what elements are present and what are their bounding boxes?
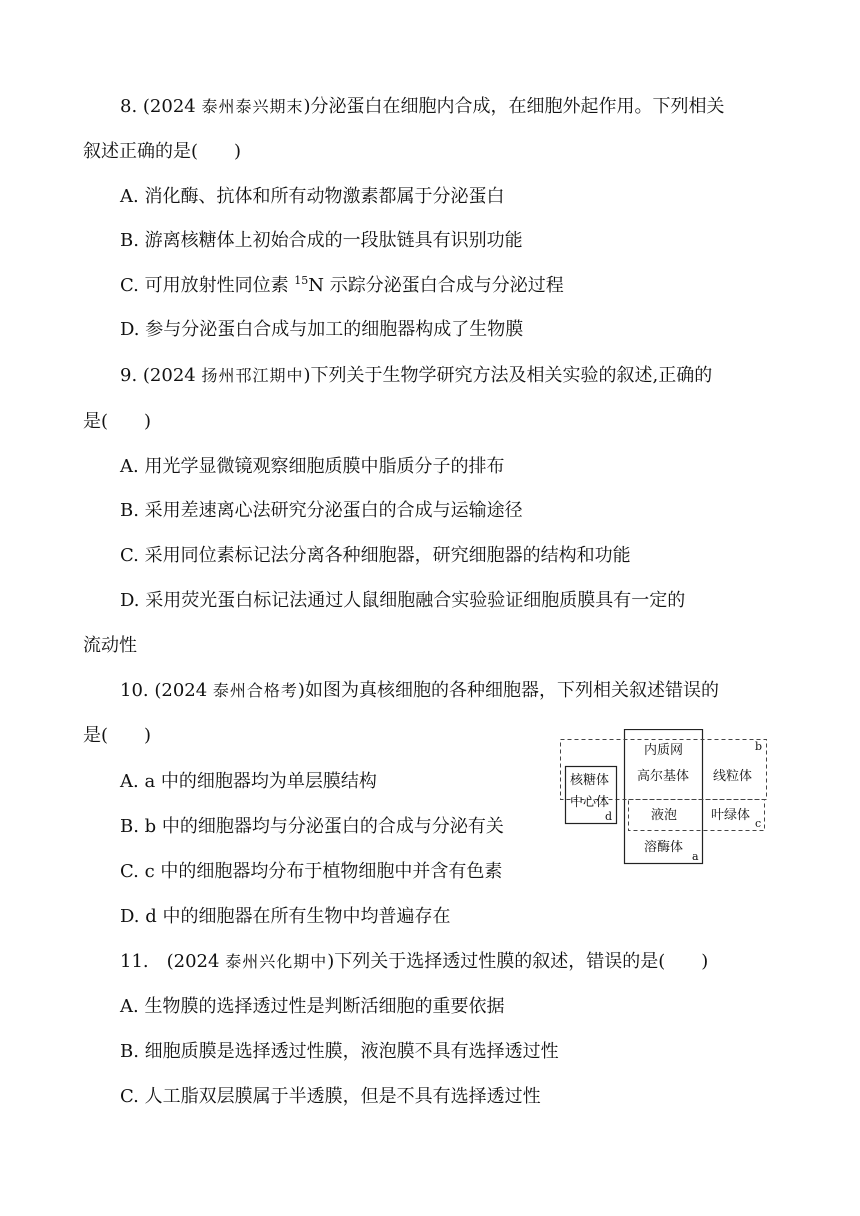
q8-isotope-mass: 15 [294,274,309,287]
q9-stem-line2: 是( ) [83,411,152,432]
q11-stem: )下列关于选择透过性膜的叙述，错误的是( ) [327,951,709,972]
q8-option-d: D. 参与分泌蛋白合成与加工的细胞器构成了生物膜 [120,319,524,340]
centrosome-label: 中心体 [570,795,610,810]
q11-option-a: A. 生物膜的选择透过性是判断活细胞的重要依据 [120,996,505,1017]
q8-stem-line1 [120,95,725,119]
letter-d: d [605,810,613,823]
q9-source: 扬州邗江期中 [201,366,304,385]
letter-c: c [755,817,762,830]
q11-source: 泰州兴化期中 [225,952,328,971]
q11-option-c: C. 人工脂双层膜属于半透膜，但是不具有选择透过性 [120,1086,541,1107]
q8-stem: )分泌蛋白在细胞内合成，在细胞外起作用。下列相关 [303,96,725,117]
q9-option-d-line2: 流动性 [83,635,137,656]
q11-option-b: B. 细胞质膜是选择透过性膜，液泡膜不具有选择透过性 [120,1041,559,1062]
q10-option-d: D. d 中的细胞器在所有生物中均普遍存在 [120,906,451,927]
q9-year: 2024 [149,365,202,386]
letter-a: a [692,850,699,863]
q10-option-c: C. c 中的细胞器均分布于植物细胞中并含有色素 [120,861,503,882]
letter-b: b [755,740,763,753]
q9-option-a: A. 用光学显微镜观察细胞质膜中脂质分子的排布 [120,456,505,477]
q11-stem-line1 [120,950,708,974]
q9-stem-line1 [120,364,712,388]
lysosome-label: 溶酶体 [644,840,684,855]
q9-option-d-line1: D. 采用荧光蛋白标记法通过人鼠细胞融合实验验证细胞质膜具有一定的 [120,590,686,611]
q8-number: 8. ( [120,96,150,117]
vacuole-label: 液泡 [651,808,678,823]
q10-year: 2024 [161,680,213,701]
q8-option-c-post: N 示踪分泌蛋白合成与分泌过程 [308,275,564,296]
q9-stem: )下列关于生物学研究方法及相关实验的叙述,正确的 [303,365,713,386]
q10-stem-line2: 是( ) [83,725,152,746]
chloroplast-label: 叶绿体 [711,808,751,823]
organelle-diagram [560,729,770,865]
q11-number: 11. ( [120,951,174,972]
mito-label: 线粒体 [713,769,753,784]
q8-option-c-pre: C. 可用放射性同位素 [120,275,295,296]
q8-stem-line2: 叙述正确的是( ) [83,141,242,162]
q8-option-c [120,274,564,298]
q10-option-b: B. b 中的细胞器均与分泌蛋白的合成与分泌有关 [120,816,504,837]
q8-option-b: B. 游离核糖体上初始合成的一段肽链具有识别功能 [120,230,523,251]
q8-year: 2024 [149,96,202,117]
q9-number: 9. ( [120,365,150,386]
er-label: 内质网 [644,743,684,758]
q8-option-a: A. 消化酶、抗体和所有动物激素都属于分泌蛋白 [120,186,505,207]
q10-option-a: A. a 中的细胞器均为单层膜结构 [120,771,377,792]
q10-source: 泰州合格考 [212,681,298,700]
q11-year: 2024 [173,951,226,972]
ribosome-label: 核糖体 [570,773,610,788]
q10-number: 10. ( [120,680,162,701]
q10-stem-line1 [120,679,719,703]
q8-source: 泰州泰兴期末 [201,97,304,116]
q9-option-b: B. 采用差速离心法研究分泌蛋白的合成与运输途径 [120,500,523,521]
q9-option-c: C. 采用同位素标记法分离各种细胞器，研究细胞器的结构和功能 [120,545,631,566]
golgi-label: 高尔基体 [637,769,690,784]
q10-stem: )如图为真核细胞的各种细胞器，下列相关叙述错误的 [297,680,719,701]
